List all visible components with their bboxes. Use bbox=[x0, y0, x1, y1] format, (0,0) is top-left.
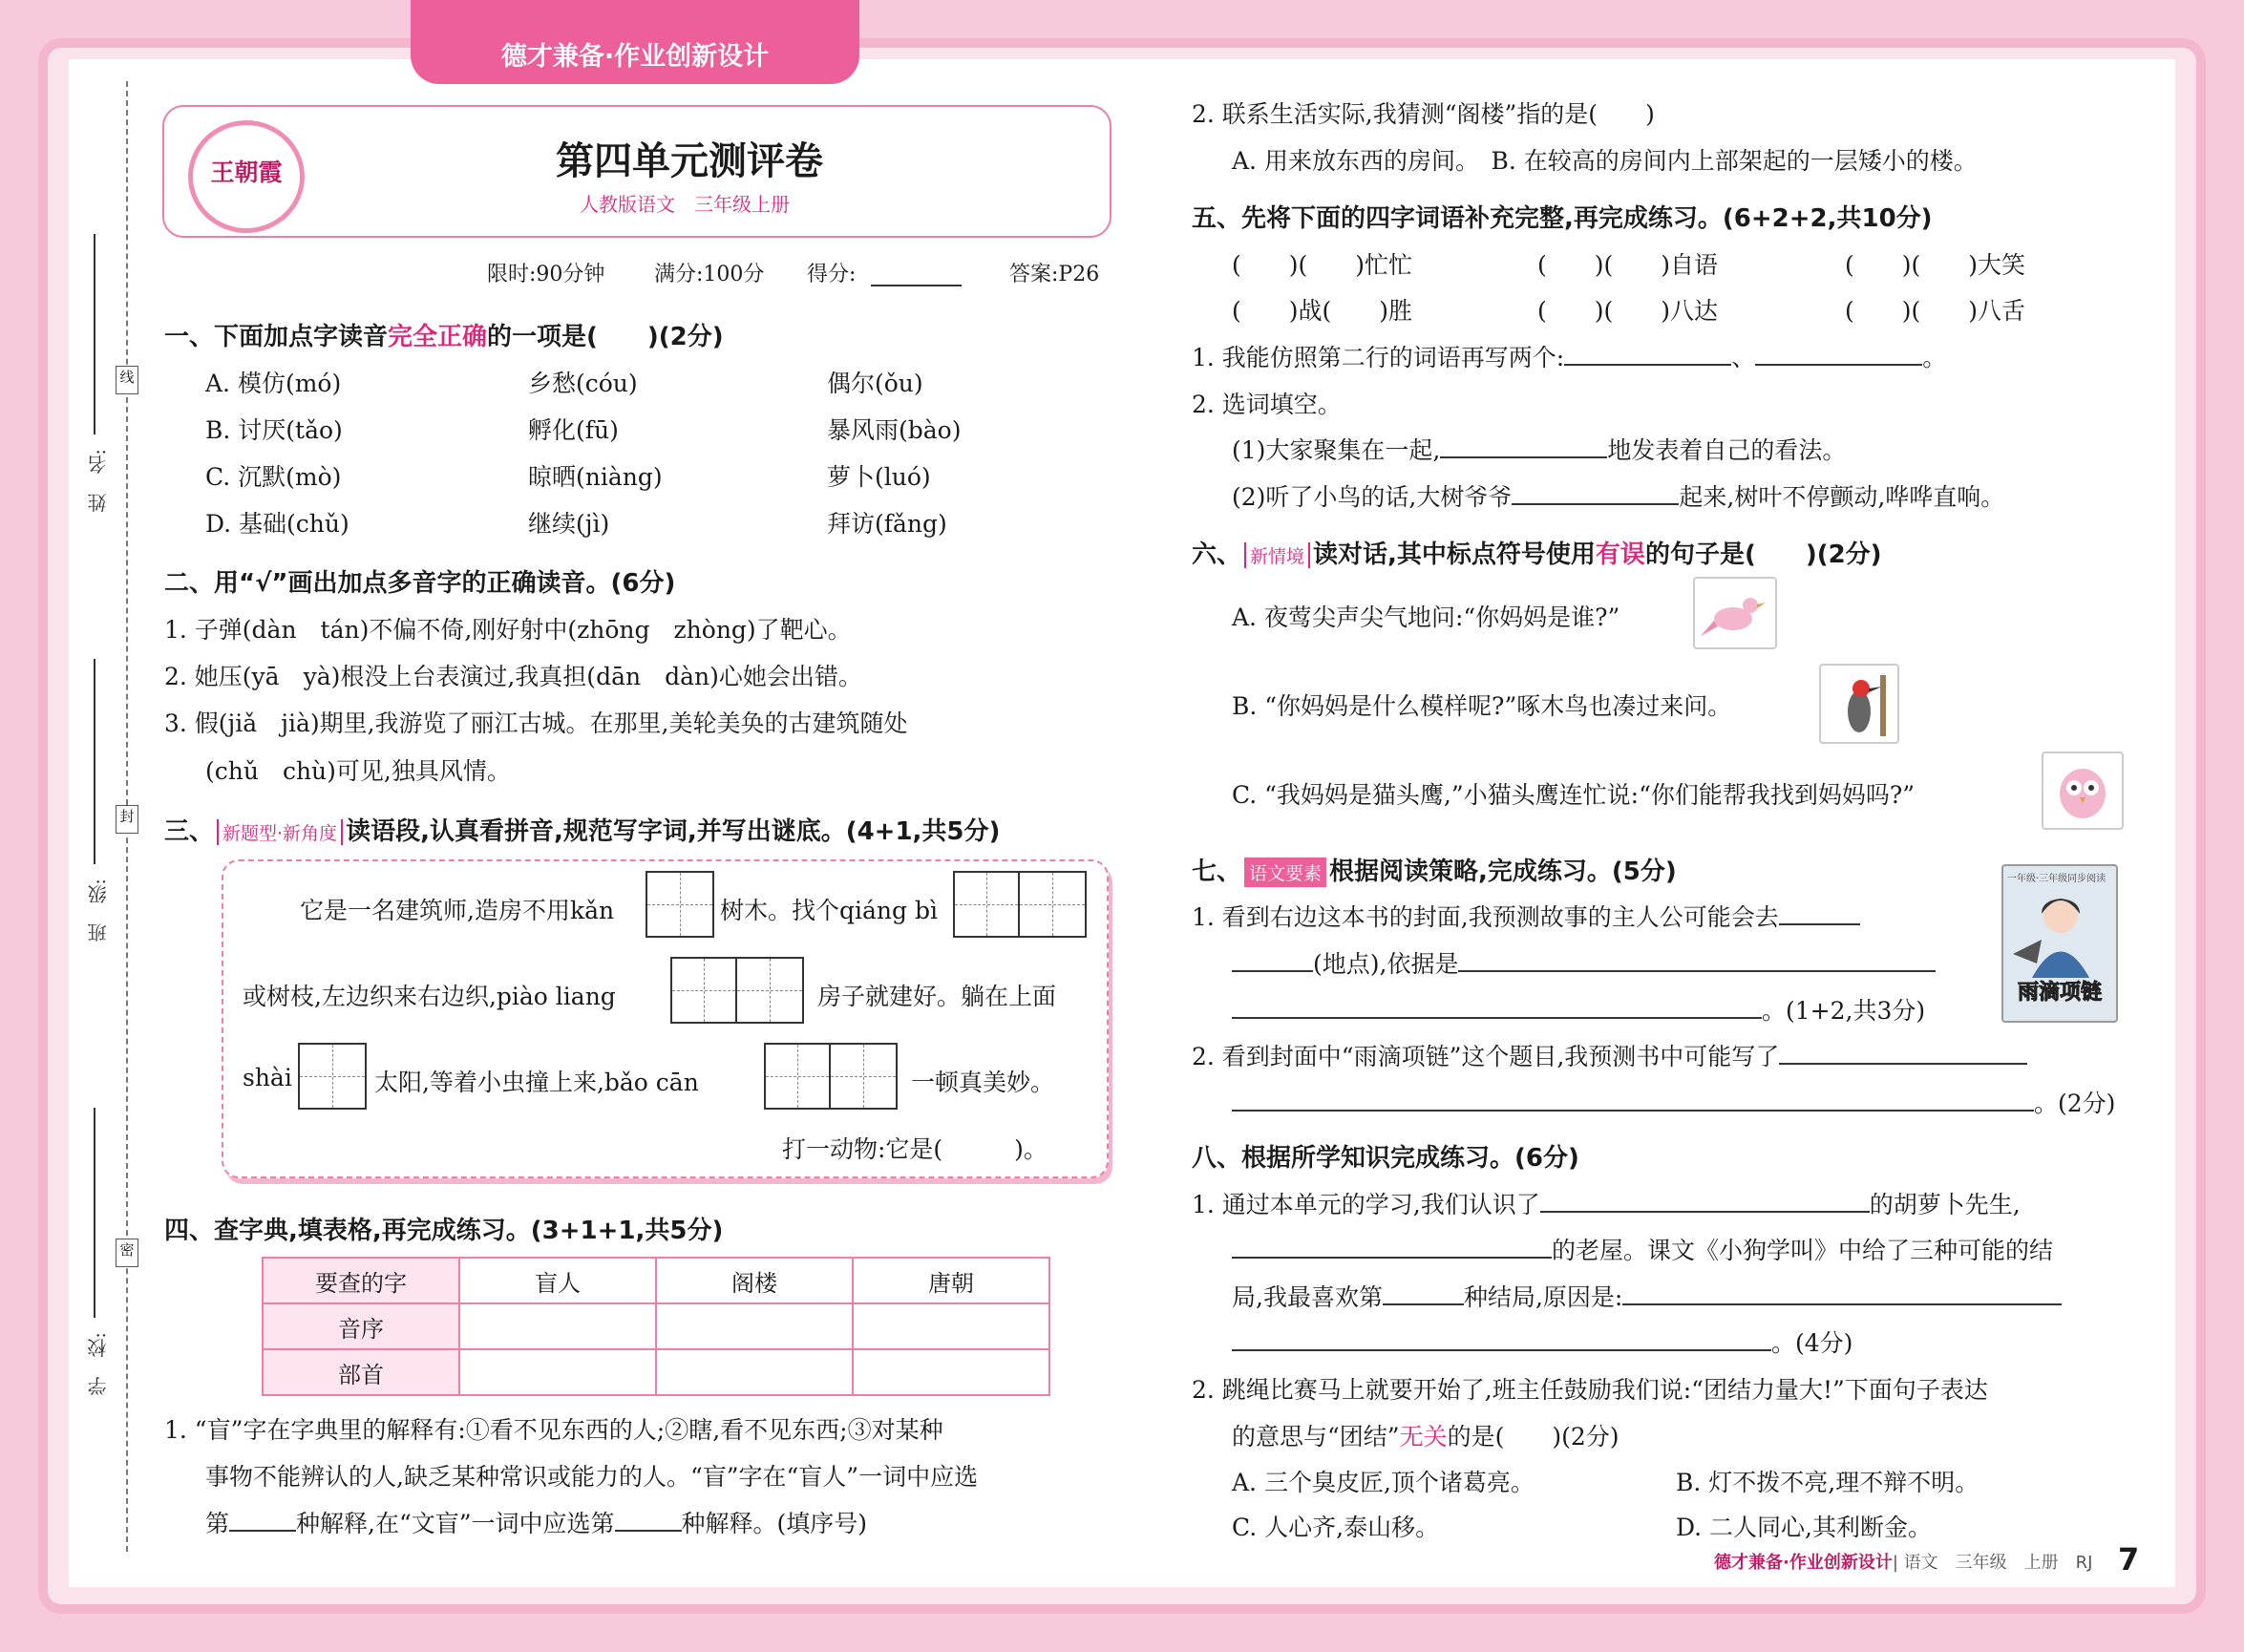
blank-field[interactable] bbox=[1755, 363, 1922, 366]
s4-q1-l3 bbox=[205, 1505, 867, 1539]
s5-q2: 2. 选词填空。 bbox=[1192, 391, 1342, 418]
s4-q1-l3c: 种解释。(填序号) bbox=[681, 1510, 868, 1537]
name-label: 姓 名: bbox=[87, 449, 110, 513]
s8-q2-l1: 2. 跳绳比赛马上就要开始了,班主任鼓励我们说:“团结力量大!”下面句子表达 bbox=[1192, 1376, 1988, 1404]
school-label: 学 校: bbox=[87, 1332, 110, 1396]
s8-opt-a[interactable]: A. 三个臭皮匠,顶个诸葛亮。 bbox=[1232, 1469, 1535, 1496]
riddle-l3b: 太阳,等着小虫撞上来,bǎo cān bbox=[374, 1069, 699, 1096]
grid-baocan[interactable] bbox=[764, 1043, 898, 1110]
s8-q2-l2a: 的意思与“团结” bbox=[1232, 1423, 1400, 1451]
logo-text: 王朝霞 bbox=[210, 159, 283, 186]
s6-title-d: 的句子是( )(2分) bbox=[1644, 540, 1882, 569]
s4-q1-l3b: 种解释,在“文盲”一词中应选第 bbox=[296, 1510, 615, 1537]
s8-title: 八、根据所学知识完成练习。(6分) bbox=[1192, 1144, 1579, 1173]
answer-ref: 答案:P26 bbox=[1009, 263, 1100, 286]
book-series: 一年级·三年级同步阅读 bbox=[2007, 874, 2106, 884]
s6-title-emph: 有误 bbox=[1595, 540, 1645, 569]
riddle-box bbox=[222, 859, 1109, 1178]
grid-piaoliang[interactable] bbox=[670, 957, 804, 1024]
s8-q2-emph: 无关 bbox=[1399, 1423, 1448, 1451]
s8-q1-l3 bbox=[1232, 1279, 2062, 1313]
s2-item-3[interactable]: 3. 假(jiǎ jià)期里,我游览了丽江古城。在那里,美轮美奂的古建筑随处 bbox=[164, 710, 908, 737]
s4-q1-l2: 事物不能辨认的人,缺乏某种常识或能力的人。“盲”字在“盲人”一词中应选 bbox=[205, 1463, 979, 1491]
table-cell: 阁楼 bbox=[656, 1258, 853, 1303]
s1-c1[interactable]: C. 沉默(mò) bbox=[205, 463, 342, 491]
blank-field[interactable] bbox=[1232, 1016, 1762, 1019]
dictionary-table bbox=[262, 1257, 1050, 1396]
s8-q2-l2 bbox=[1232, 1418, 1619, 1452]
s7-title-a: 七、 bbox=[1192, 858, 1242, 886]
s3-title bbox=[164, 812, 1000, 847]
s5-r2-1[interactable]: ( )战( )胜 bbox=[1232, 297, 1413, 325]
s5-q2a-a: (1)大家聚集在一起, bbox=[1232, 436, 1441, 464]
s8-q1-l4 bbox=[1232, 1324, 1852, 1359]
book-title: 雨滴项链 bbox=[2017, 981, 2102, 1005]
page-number: 7 bbox=[2118, 1541, 2140, 1578]
s8-q1-l2 bbox=[1232, 1232, 2053, 1266]
s1-b1[interactable]: B. 讨厌(tǎo) bbox=[205, 416, 343, 444]
riddle-l1b: 树木。找个qiáng bì bbox=[720, 897, 938, 924]
table-cell[interactable] bbox=[853, 1303, 1049, 1349]
s8-q1-l1 bbox=[1192, 1186, 2021, 1220]
s5-r1-1[interactable]: ( )( )忙忙 bbox=[1232, 251, 1413, 279]
s7-q1-l2-text: (地点),依据是 bbox=[1313, 950, 1459, 978]
s8-q2-l2c: 的是( )(2分) bbox=[1447, 1423, 1619, 1451]
s8-q1-l3b: 种结局,原因是: bbox=[1463, 1283, 1623, 1311]
binding-mark-seal: 封 bbox=[116, 805, 138, 834]
s7-q1-l3-text: 。(1+2,共3分) bbox=[1762, 997, 1926, 1025]
s5-q2b bbox=[1232, 478, 2004, 513]
s5-r2-2[interactable]: ( )( )八达 bbox=[1537, 297, 1719, 325]
page-subtitle: 人教版语文 三年级上册 bbox=[580, 193, 790, 216]
s7-q1-l3 bbox=[1232, 992, 1925, 1027]
s8-opt-d[interactable]: D. 二人同心,其利断金。 bbox=[1676, 1514, 1932, 1541]
riddle-l2a: 或树枝,左边织来右边织,piào liang bbox=[243, 983, 616, 1010]
footer-brand: 德才兼备·作业创新设计 bbox=[1714, 1553, 1893, 1573]
s5-r2-3[interactable]: ( )( )八舌 bbox=[1845, 297, 2026, 325]
table-row bbox=[263, 1303, 1049, 1349]
blank-field[interactable] bbox=[1779, 1062, 2027, 1065]
blank-field[interactable] bbox=[1383, 1303, 1464, 1305]
s8-q1-l1a: 1. 通过本单元的学习,我们认识了 bbox=[1192, 1191, 1540, 1218]
s8-opt-c[interactable]: C. 人心齐,泰山移。 bbox=[1232, 1514, 1440, 1541]
s7-q2-l1 bbox=[1192, 1038, 2027, 1072]
grid-qiangbi[interactable] bbox=[953, 871, 1087, 938]
blank-field[interactable] bbox=[1440, 455, 1607, 458]
book-illustration bbox=[2013, 887, 2106, 978]
footer-info: | 语文 三年级 上册 RJ bbox=[1892, 1553, 2093, 1573]
class-line[interactable] bbox=[94, 659, 95, 864]
s3-title-a: 三、 bbox=[164, 817, 215, 846]
s5-r1-2[interactable]: ( )( )自语 bbox=[1537, 251, 1719, 279]
riddle-l1a: 它是一名建筑师,造房不用kǎn bbox=[300, 897, 615, 924]
table-cell[interactable] bbox=[459, 1349, 656, 1395]
grid-kan[interactable] bbox=[646, 871, 714, 938]
blank-field[interactable] bbox=[1540, 1210, 1870, 1213]
s1-c2: 晾晒(niàng) bbox=[528, 463, 663, 491]
book-cover bbox=[2001, 864, 2118, 1023]
table-cell: 部首 bbox=[263, 1349, 459, 1395]
s5-q1-text: 1. 我能仿照第二行的词语再写两个: bbox=[1192, 344, 1565, 371]
owl-icon bbox=[2042, 752, 2124, 830]
s2-item-2[interactable]: 2. 她压(yā yà)根没上台表演过,我真担(dān dàn)心她会出错。 bbox=[164, 663, 862, 690]
header-tab: 德才兼备·作业创新设计 bbox=[411, 0, 859, 84]
footer bbox=[1714, 1549, 2092, 1574]
s4-title: 四、查字典,填表格,再完成练习。(3+1+1,共5分) bbox=[164, 1217, 724, 1245]
s8-q1-l2-text: 的老屋。课文《小狗学叫》中给了三种可能的结 bbox=[1552, 1237, 2054, 1264]
woodpecker-icon bbox=[1819, 664, 1899, 744]
s2-item-1[interactable]: 1. 子弹(dàn tán)不偏不倚,刚好射中(zhōng zhòng)了靶心。 bbox=[164, 616, 852, 644]
s5-q1 bbox=[1192, 339, 1946, 373]
table-cell: 要查的字 bbox=[263, 1258, 459, 1303]
s4-q2-l1[interactable]: 2. 联系生活实际,我猜测“阁楼”指的是( ) bbox=[1192, 100, 1655, 128]
nightingale-icon bbox=[1693, 577, 1777, 649]
title-box bbox=[162, 105, 1111, 238]
score-field[interactable] bbox=[871, 285, 962, 286]
table-cell[interactable] bbox=[459, 1303, 656, 1349]
s5-q1-sep: 、 bbox=[1731, 344, 1756, 371]
s7-title-b: 根据阅读策略,完成练习。(5分) bbox=[1329, 858, 1677, 886]
table-cell[interactable] bbox=[853, 1349, 1049, 1395]
page-title: 第四单元测评卷 bbox=[556, 139, 823, 183]
blank-field[interactable] bbox=[1564, 363, 1731, 366]
s7-q2-l2 bbox=[1232, 1085, 2115, 1119]
s1-d1[interactable]: D. 基础(chǔ) bbox=[205, 510, 349, 538]
s6-title-b: 读对话,其中标点符号使用 bbox=[1313, 540, 1596, 569]
binding-mark-secret: 密 bbox=[116, 1239, 138, 1267]
s5-q2b-b: 起来,树叶不停颤动,哗哗直响。 bbox=[1679, 483, 2005, 511]
s7-q1-l1-text: 1. 看到右边这本书的封面,我预测故事的主人公可能会去 bbox=[1192, 903, 1779, 931]
name-line[interactable] bbox=[94, 234, 95, 434]
s5-r1-3[interactable]: ( )( )大笑 bbox=[1845, 251, 2026, 279]
s5-q1-end: 。 bbox=[1922, 344, 1947, 371]
blank-field[interactable] bbox=[615, 1529, 682, 1532]
s7-q1-l2 bbox=[1232, 945, 1936, 980]
s6-title bbox=[1192, 535, 1882, 570]
blank-field[interactable] bbox=[1232, 1256, 1552, 1259]
s3-title-b: 读语段,认真看拼音,规范写字词,并写出谜底。(4+1,共5分) bbox=[346, 817, 1001, 846]
s2-item-3-cont[interactable]: (chǔ chù)可见,独具风情。 bbox=[205, 757, 511, 785]
s5-q2b-a: (2)听了小鸟的话,大树爷爷 bbox=[1232, 483, 1513, 511]
s7-tag: 语文要素 bbox=[1244, 858, 1326, 887]
s7-q2-l1-text: 2. 看到封面中“雨滴项链”这个题目,我预测书中可能写了 bbox=[1192, 1043, 1780, 1070]
s2-title: 二、用“√”画出加点多音字的正确读音。(6分) bbox=[164, 569, 676, 598]
s4-q1-l1: 1. “盲”字在字典里的解释有:①看不见东西的人;②瞎,看不见东西;③对某种 bbox=[164, 1416, 943, 1444]
s6-c[interactable]: C. “我妈妈是猫头鹰,”小猫头鹰连忙说:“你们能帮我找到妈妈吗?” bbox=[1232, 781, 1916, 809]
blank-field[interactable] bbox=[1232, 1109, 2034, 1112]
s1-d3: 拜访(fǎng) bbox=[827, 510, 947, 538]
s8-q1-l1b: 的胡萝卜先生, bbox=[1869, 1191, 2021, 1218]
class-label: 班 级: bbox=[87, 879, 110, 942]
s3-tag: 新题型·新角度 bbox=[217, 819, 343, 845]
blank-field[interactable] bbox=[1779, 922, 1860, 925]
table-cell: 盲人 bbox=[459, 1258, 656, 1303]
s8-q1-l4-text: 。(4分) bbox=[1771, 1329, 1853, 1357]
full-score: 满分:100分 bbox=[654, 263, 765, 286]
s1-a2: 乡愁(cóu) bbox=[528, 370, 638, 397]
s5-q2a-b: 地发表着自己的看法。 bbox=[1607, 436, 1847, 464]
s5-q2a bbox=[1232, 432, 1846, 466]
blank-field[interactable] bbox=[1512, 502, 1679, 505]
s1-title-emph: 完全正确 bbox=[388, 323, 488, 351]
grid-shai[interactable] bbox=[298, 1043, 367, 1110]
s1-c3: 萝卜(luó) bbox=[827, 463, 931, 491]
table-cell: 音序 bbox=[263, 1303, 459, 1349]
riddle-answer[interactable]: 打一动物:它是( )。 bbox=[782, 1135, 1048, 1163]
table-cell[interactable] bbox=[656, 1349, 853, 1395]
s6-a[interactable]: A. 夜莺尖声尖气地问:“你妈妈是谁?” bbox=[1232, 604, 1620, 631]
s8-opt-b[interactable]: B. 灯不拨不亮,理不辩不明。 bbox=[1676, 1469, 1979, 1496]
s4-q2-l2: A. 用来放东西的房间。 B. 在较高的房间内上部架起的一层矮小的楼。 bbox=[1232, 147, 1978, 175]
riddle-l3c: 一顿真美妙。 bbox=[911, 1069, 1055, 1096]
s5-title: 五、先将下面的四字词语补充完整,再完成练习。(6+2+2,共10分) bbox=[1192, 204, 1933, 233]
table-row bbox=[263, 1349, 1049, 1395]
blank-field[interactable] bbox=[1458, 969, 1936, 972]
s8-q1-l3a: 局,我最喜欢第 bbox=[1232, 1283, 1383, 1311]
s6-title-a: 六、 bbox=[1192, 540, 1242, 569]
binding-mark-line: 线 bbox=[116, 366, 138, 394]
school-line[interactable] bbox=[94, 1108, 95, 1318]
blank-field[interactable] bbox=[1232, 969, 1313, 972]
table-cell[interactable] bbox=[656, 1303, 853, 1349]
s1-a1[interactable]: A. 模仿(mó) bbox=[205, 370, 342, 397]
riddle-l2b: 房子就建好。躺在上面 bbox=[817, 983, 1057, 1010]
blank-field[interactable] bbox=[1622, 1303, 2062, 1305]
s4-q1-l3a: 第 bbox=[205, 1510, 230, 1537]
blank-field[interactable] bbox=[229, 1529, 296, 1532]
s6-tag: 新情境 bbox=[1244, 542, 1310, 568]
s7-title bbox=[1192, 852, 1677, 887]
s1-d2: 继续(jì) bbox=[528, 510, 610, 538]
s1-b3: 暴风雨(bào) bbox=[827, 416, 962, 444]
s1-title bbox=[164, 317, 724, 352]
s1-b2: 孵化(fū) bbox=[528, 416, 619, 444]
s1-title-c: 的一项是( )(2分) bbox=[487, 323, 724, 351]
table-row bbox=[263, 1258, 1049, 1303]
time-limit: 限时:90分钟 bbox=[487, 263, 605, 286]
logo bbox=[188, 120, 305, 233]
s7-q1-l1 bbox=[1192, 899, 1860, 933]
riddle-l3a: shài bbox=[243, 1064, 292, 1091]
s6-b[interactable]: B. “你妈妈是什么模样呢?”啄木鸟也凑过来问。 bbox=[1232, 692, 1732, 720]
blank-field[interactable] bbox=[1232, 1348, 1771, 1351]
table-cell: 唐朝 bbox=[853, 1258, 1049, 1303]
score-label: 得分: bbox=[807, 263, 857, 286]
s1-title-a: 一、下面加点字读音 bbox=[164, 323, 389, 351]
s7-q2-l2-text: 。(2分) bbox=[2034, 1090, 2116, 1117]
s1-a3: 偶尔(ǒu) bbox=[827, 370, 923, 397]
